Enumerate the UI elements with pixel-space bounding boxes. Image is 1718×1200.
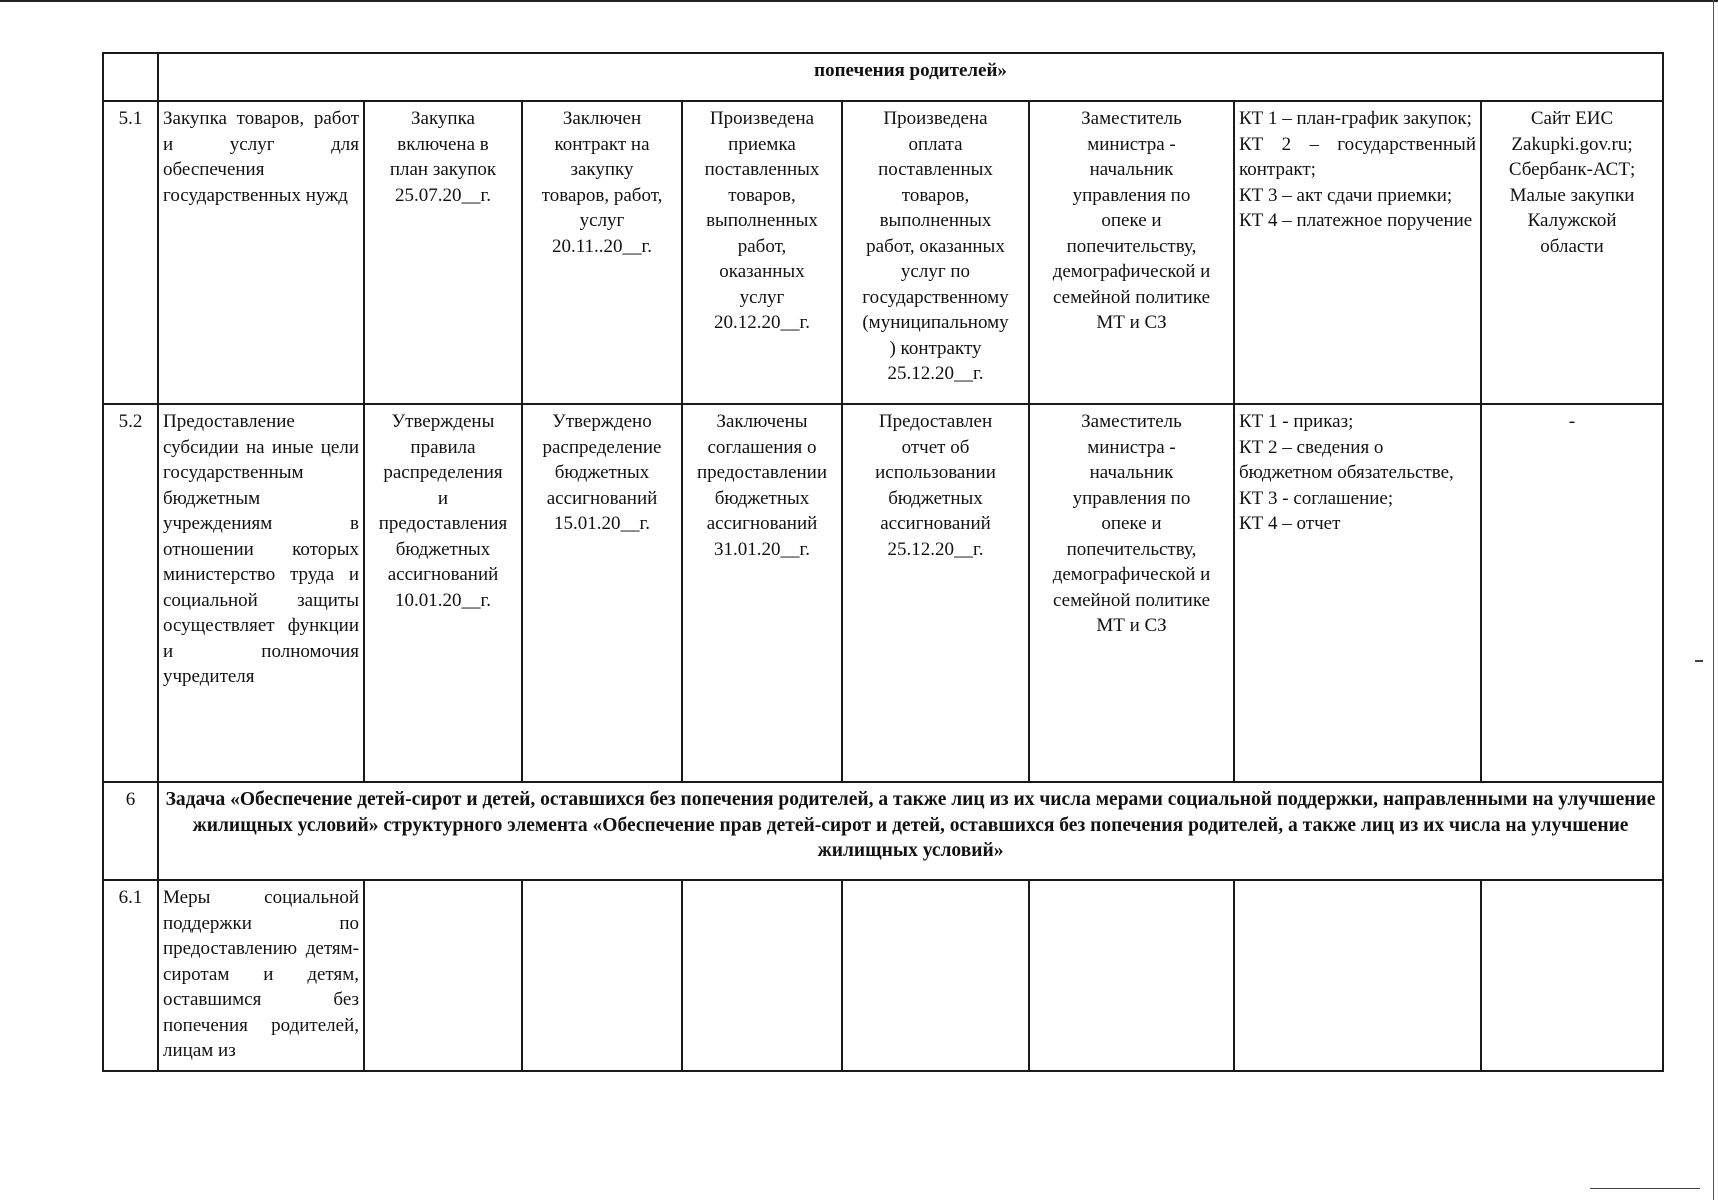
document-line: КТ 1 – план-график закупок; [1239, 108, 1472, 129]
document-line: КТ 1 - приказ; [1239, 411, 1354, 432]
kt3-line: услуг [739, 286, 785, 308]
info-system-line: Малые закупки [1509, 184, 1635, 206]
plan-table [102, 52, 1664, 1072]
kt2-line: распределение [542, 436, 662, 458]
kt2-line: бюджетных [554, 462, 650, 483]
kt1-line: Закупка [411, 108, 475, 129]
event-cell: Меры социальной поддержки по предоставлению детям-сиротам и детям, оставшимся без попечения родителей, лицам из [158, 880, 364, 1071]
info-system-cell [1481, 101, 1663, 404]
task-row-6 [103, 782, 1663, 880]
responsible-line: демографической и [1052, 261, 1211, 282]
kt3-line: бюджетных [714, 487, 810, 509]
event-cell: Предоставление субсидии на иные цели государственным бюджетным учреждениям в отношении которых министерство труда и социальной защиты осуществляет функции и полномочия учредителя [158, 404, 364, 782]
kt1-line: Утверждены [391, 411, 495, 432]
row-number: 6.1 [103, 880, 158, 1071]
kt2-line: закупку [570, 159, 634, 180]
kt3-line: соглашения о [707, 436, 817, 458]
header-row [103, 53, 1663, 101]
table-row-5-2 [103, 404, 1663, 782]
responsible-line: семейной политике [1052, 286, 1211, 308]
info-system-line: области [1540, 235, 1604, 257]
kt1-line: план закупок [389, 159, 497, 180]
kt3-line: 31.01.20__г. [714, 538, 810, 560]
kt3-line: Заключены [716, 411, 808, 432]
info-system-line: Калужской [1527, 210, 1617, 231]
kt4-line: ассигнований [880, 513, 991, 534]
kt4-line: использовании [875, 462, 996, 483]
kt4-line: (муниципальному [862, 312, 1009, 333]
kt1-cell [364, 880, 522, 1071]
info-system-line: Сбербанк-АСТ; [1508, 159, 1636, 180]
kt2-cell [522, 404, 682, 782]
kt1-cell [364, 404, 522, 782]
kt1-line: распределения [383, 462, 503, 483]
kt2-line: 20.11..20__г. [552, 235, 652, 257]
kt1-line: ассигнований [387, 564, 499, 585]
documents-cell [1234, 880, 1481, 1071]
kt2-cell [522, 880, 682, 1071]
kt2-line: Утверждено [552, 411, 652, 432]
kt4-line: 25.12.20__г. [887, 538, 984, 560]
responsible-line: Заместитель [1081, 411, 1182, 432]
responsible-line: начальник [1089, 159, 1174, 180]
kt4-line: оплата [908, 133, 963, 155]
kt3-line: оказанных [719, 261, 805, 282]
kt4-line: работ, оказанных [866, 235, 1005, 257]
responsible-line: МТ и СЗ [1096, 312, 1167, 333]
responsible-cell [1029, 880, 1234, 1071]
document-line: КТ 3 - соглашение; [1239, 487, 1394, 509]
kt2-line: ассигнований [546, 487, 658, 509]
kt4-line: товаров, [901, 184, 970, 206]
kt3-line: выполненных [706, 210, 818, 231]
kt4-line: отчет об [901, 436, 970, 458]
kt4-cell [842, 101, 1029, 404]
kt1-line: правила [410, 436, 476, 458]
kt3-line: Произведена [709, 108, 815, 129]
kt3-cell [682, 101, 842, 404]
kt3-line: 20.12.20__г. [714, 312, 810, 333]
kt4-line: услуг по [900, 261, 971, 282]
header-number-cell [103, 53, 158, 101]
kt3-line: ассигнований [706, 513, 818, 534]
document-line: КТ 2 – сведения о бюджетном обязательстве, [1239, 436, 1454, 483]
kt1-line: бюджетных [395, 538, 491, 560]
document-line: КТ 4 – отчет [1239, 513, 1341, 534]
table-row-5-1 [103, 101, 1663, 404]
kt4-cell [842, 880, 1029, 1071]
header-text: попечения родителей» [814, 60, 1007, 81]
event-cell: Закупка товаров, работ и услуг для обеспечения государственных нужд [158, 101, 364, 404]
info-system-line: Сайт ЕИС [1530, 108, 1614, 129]
kt2-line: Заключен [562, 108, 642, 129]
scan-mark-bottom [1590, 1188, 1700, 1189]
kt4-line: поставленных [878, 159, 993, 180]
kt1-line: предоставления [378, 513, 508, 534]
responsible-line: Заместитель [1081, 108, 1182, 129]
kt3-line: поставленных [704, 159, 820, 180]
kt4-line: бюджетных [888, 487, 983, 509]
row-number: 5.2 [103, 404, 158, 782]
kt4-line: Предоставлен [878, 411, 993, 432]
responsible-line: министра - [1087, 133, 1176, 155]
kt2-line: контракт на [554, 133, 650, 155]
responsible-line: семейной политике [1052, 589, 1211, 611]
kt4-cell [842, 404, 1029, 782]
info-system-line: - [1568, 411, 1576, 432]
document-line: КТ 2 – государственный контракт; [1239, 133, 1476, 180]
kt4-line: 25.12.20__г. [887, 363, 984, 384]
row-number: 6 [103, 782, 158, 880]
responsible-line: начальник [1089, 462, 1174, 483]
info-system-cell [1481, 404, 1663, 782]
kt4-line: ) контракту [889, 337, 982, 359]
documents-cell [1234, 101, 1481, 404]
kt2-line: товаров, работ, [541, 184, 663, 206]
kt1-line: и [437, 487, 449, 509]
info-system-line: Zakupki.gov.ru; [1511, 133, 1633, 155]
kt3-cell [682, 880, 842, 1071]
kt3-line: предоставлении [696, 462, 828, 483]
scan-edge-right [1713, 0, 1714, 1200]
kt2-line: 15.01.20__г. [554, 513, 650, 534]
responsible-line: управления по [1072, 184, 1191, 206]
responsible-line: попечительству, [1066, 235, 1197, 257]
kt1-cell [364, 101, 522, 404]
kt4-line: Произведена [883, 108, 988, 129]
document-line: КТ 3 – акт сдачи приемки; [1239, 184, 1453, 206]
responsible-line: управления по [1072, 487, 1191, 509]
kt3-line: товаров, [728, 184, 796, 206]
task-text-cell: Задача «Обеспечение детей-сирот и детей, оставшихся без попечения родителей, а также лиц из их числа мерами социальной поддержки, направленными на улучшение жилищных условий» структурного элемента «Обеспечение прав детей-сирот и детей, оставшихся без попечения родителей, а также лиц из их числа на улучшение жилищных условий» [158, 782, 1663, 880]
header-text-cell [158, 53, 1663, 101]
responsible-line: МТ и СЗ [1096, 615, 1167, 636]
table-row-6-1 [103, 880, 1663, 1071]
responsible-line: опеке и [1101, 210, 1162, 231]
responsible-line: опеке и [1101, 513, 1162, 534]
kt1-line: включена в [397, 133, 489, 155]
scan-mark-side [1695, 660, 1703, 662]
kt4-line: государственному [862, 286, 1009, 308]
scan-edge-top [0, 0, 1718, 2]
kt3-line: приемка [728, 133, 796, 155]
kt1-line: 10.01.20__г. [395, 589, 491, 611]
documents-cell [1234, 404, 1481, 782]
responsible-cell [1029, 101, 1234, 404]
row-number: 5.1 [103, 101, 158, 404]
kt3-line: работ, [737, 235, 787, 257]
kt2-cell [522, 101, 682, 404]
responsible-line: министра - [1087, 436, 1176, 458]
responsible-cell [1029, 404, 1234, 782]
kt4-line: выполненных [879, 210, 992, 231]
kt3-cell [682, 404, 842, 782]
info-system-cell [1481, 880, 1663, 1071]
responsible-line: демографической и [1052, 564, 1211, 585]
kt1-line: 25.07.20__г. [395, 184, 491, 206]
kt2-line: услуг [579, 210, 625, 231]
document-line: КТ 4 – платежное поручение [1239, 210, 1473, 231]
responsible-line: попечительству, [1066, 538, 1197, 560]
